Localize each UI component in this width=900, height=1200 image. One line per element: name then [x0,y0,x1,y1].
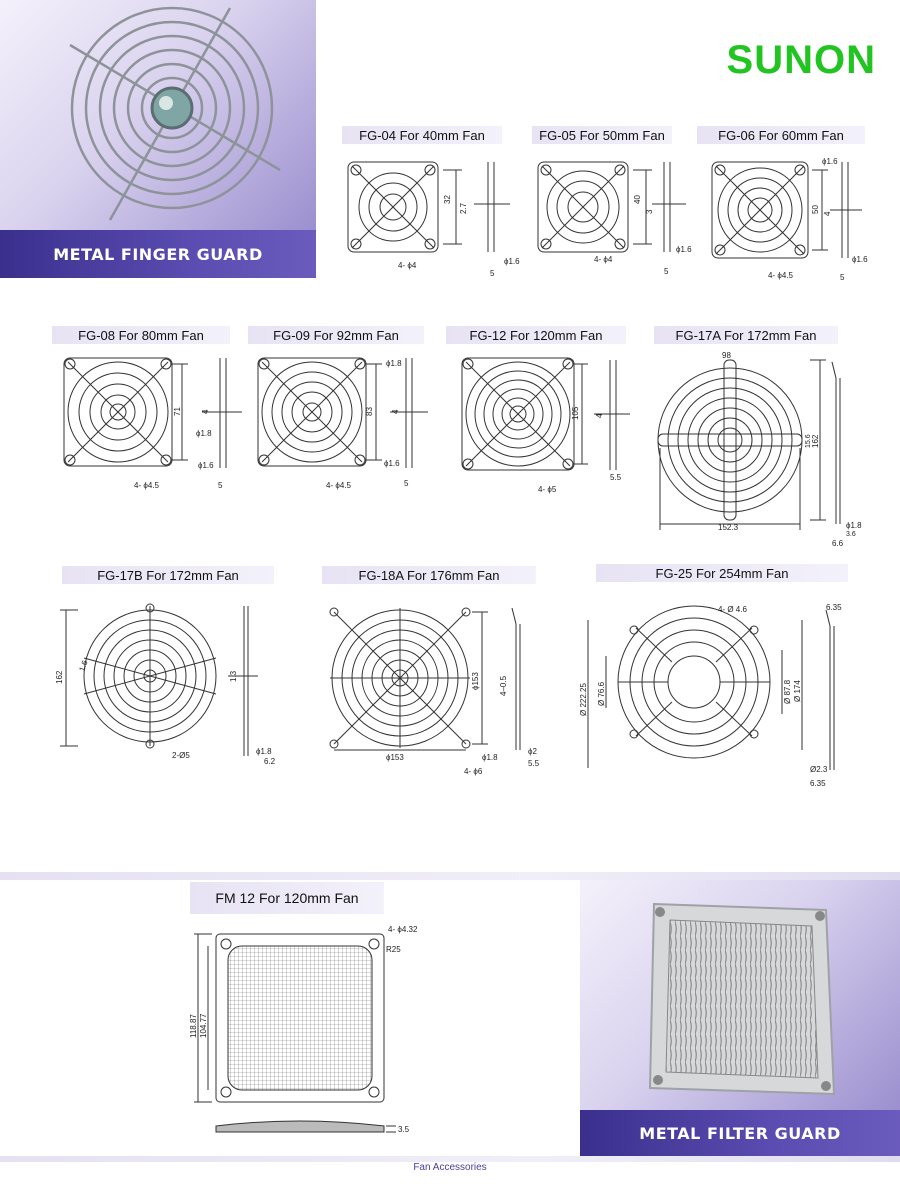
dimension-label: 3.6 [846,531,856,538]
dimension-label: 152.3 [718,523,739,532]
dimension-label: ϕ153 [471,672,480,690]
dimension-label: 4 [595,413,604,418]
dimension-label: 2-Ø5 [172,751,190,760]
dimension-label: ϕ1.8 [846,521,862,530]
fg-09-drawing [250,350,440,500]
guard-front-view [712,162,862,258]
dimension-label: 5.5 [610,473,622,482]
dimension-label: ϕ1.6 [822,157,838,166]
dimension-label: 5 [404,479,409,488]
dimension-label: 1.6 [77,659,90,673]
fg-06-drawing [702,152,892,287]
model-label-fg-08: FG-08 For 80mm Fan [52,326,230,344]
dimension-label: 6.2 [264,757,276,766]
dimension-label: 32 [443,195,452,204]
finger-guard-photo [0,0,316,230]
dimension-label: 162 [811,434,820,448]
metal-finger-guard-banner: METAL FINGER GUARD [0,230,316,278]
guard-front-view [348,162,510,252]
filter-front-view [194,934,396,1132]
dimension-label: ϕ1.8 [482,753,498,762]
dimension-label: 4- ϕ6 [464,767,483,776]
dimension-label: 5 [490,269,495,278]
dimension-label: ϕ1.8 [386,359,402,368]
metal-filter-guard-banner: METAL FILTER GUARD [580,1110,900,1156]
fg-25-drawing [576,600,876,800]
dimension-label: 2.7 [459,202,468,214]
dimension-label: 5 [218,481,223,490]
dimension-label: 4- ϕ4.32 [388,925,418,934]
guard-front-view [538,162,686,252]
dimension-label: 98 [722,351,731,360]
guard-front-view [258,358,428,468]
dimension-label: Ø 222.25 [579,683,588,716]
dimension-label: ϕ153 [386,753,404,762]
footer-text: Fan Accessories [413,1162,487,1173]
dimension-label: ϕ1.6 [198,461,214,470]
dimension-label: 4- ϕ5 [538,485,557,494]
dimension-label: 5 [664,267,669,276]
dimension-label: ϕ1.8 [196,429,212,438]
dimension-label: 105 [571,406,580,420]
guard-front-view [330,608,520,750]
section-divider [0,872,900,880]
model-label-fg-17a: FG-17A For 172mm Fan [654,326,838,344]
fg-04-drawing [338,152,528,282]
dimension-label: 4- Ø 4.6 [718,605,747,614]
dimension-label: 6.35 [810,779,826,788]
fg-05-drawing [528,152,708,282]
guard-front-view [64,358,242,468]
model-label-fm-12: FM 12 For 120mm Fan [190,882,384,914]
dimension-label: 4 [391,409,400,414]
fg-08-drawing [56,350,246,500]
dimension-label: 118.87 [189,1014,198,1038]
dimension-label: ϕ1.8 [256,747,272,756]
model-label-fg-06: FG-06 For 60mm Fan [697,126,865,144]
dimension-label: 4 [201,409,210,414]
dimension-label: 6.6 [832,539,844,548]
dimension-label: 4- ϕ4.5 [326,481,351,490]
model-label-fg-05: FG-05 For 50mm Fan [532,126,672,144]
dimension-label: Ø 87.8 [783,679,792,704]
dimension-label: ϕ2 [528,747,537,756]
dimension-label: 4- ϕ4.5 [768,271,793,280]
dimension-label: ϕ1.6 [676,245,692,254]
dimension-label: 4–0.5 [499,675,508,696]
dimension-label: ϕ1.6 [384,459,400,468]
dimension-label: 4- ϕ4.5 [134,481,159,490]
dimension-label: 4 [823,211,832,216]
guard-front-view [462,358,630,470]
dimension-label: 5.5 [528,759,540,768]
dimension-label: 4- ϕ4 [398,261,417,270]
dimension-label: 1.3 [229,670,238,682]
dimension-label: Ø2.3 [810,765,828,774]
fg-17b-drawing [54,596,294,776]
finger-guard-image [0,0,316,230]
fm-12-drawing [190,920,430,1140]
filter-guard-image [580,880,900,1110]
fg-12-drawing [454,350,644,500]
brand-logo: SUNON [726,38,876,82]
dimension-label: 83 [365,407,374,416]
dimension-label: ϕ1.6 [504,257,520,266]
dimension-label: 4- ϕ4 [594,255,613,264]
dimension-label: 3.5 [398,1125,410,1134]
dimension-label: Ø 76.6 [597,681,606,706]
fg-17a-drawing [650,348,870,548]
model-label-fg-12: FG-12 For 120mm Fan [446,326,626,344]
dimension-label: 6.35 [826,603,842,612]
dimension-label: ϕ1.6 [852,255,868,264]
filter-guard-photo [580,880,900,1110]
model-label-fg-18a: FG-18A For 176mm Fan [322,566,536,584]
model-label-fg-17b: FG-17B For 172mm Fan [62,566,274,584]
dimension-label: Ø 174 [793,680,802,702]
dimension-label: 3 [645,209,654,214]
dimension-label: 104.77 [199,1013,208,1038]
dimension-label: R25 [386,945,401,954]
model-label-fg-25: FG-25 For 254mm Fan [596,564,848,582]
model-label-fg-04: FG-04 For 40mm Fan [342,126,502,144]
dimension-label: 15.6 [805,434,812,448]
dimension-label: 5 [840,273,845,282]
dimension-label: 40 [633,195,642,204]
model-label-fg-09: FG-09 For 92mm Fan [248,326,424,344]
fg-18a-drawing [322,600,552,780]
dimension-label: 162 [55,670,64,684]
dimension-label: 50 [811,205,820,214]
dimension-label: 71 [173,407,182,416]
